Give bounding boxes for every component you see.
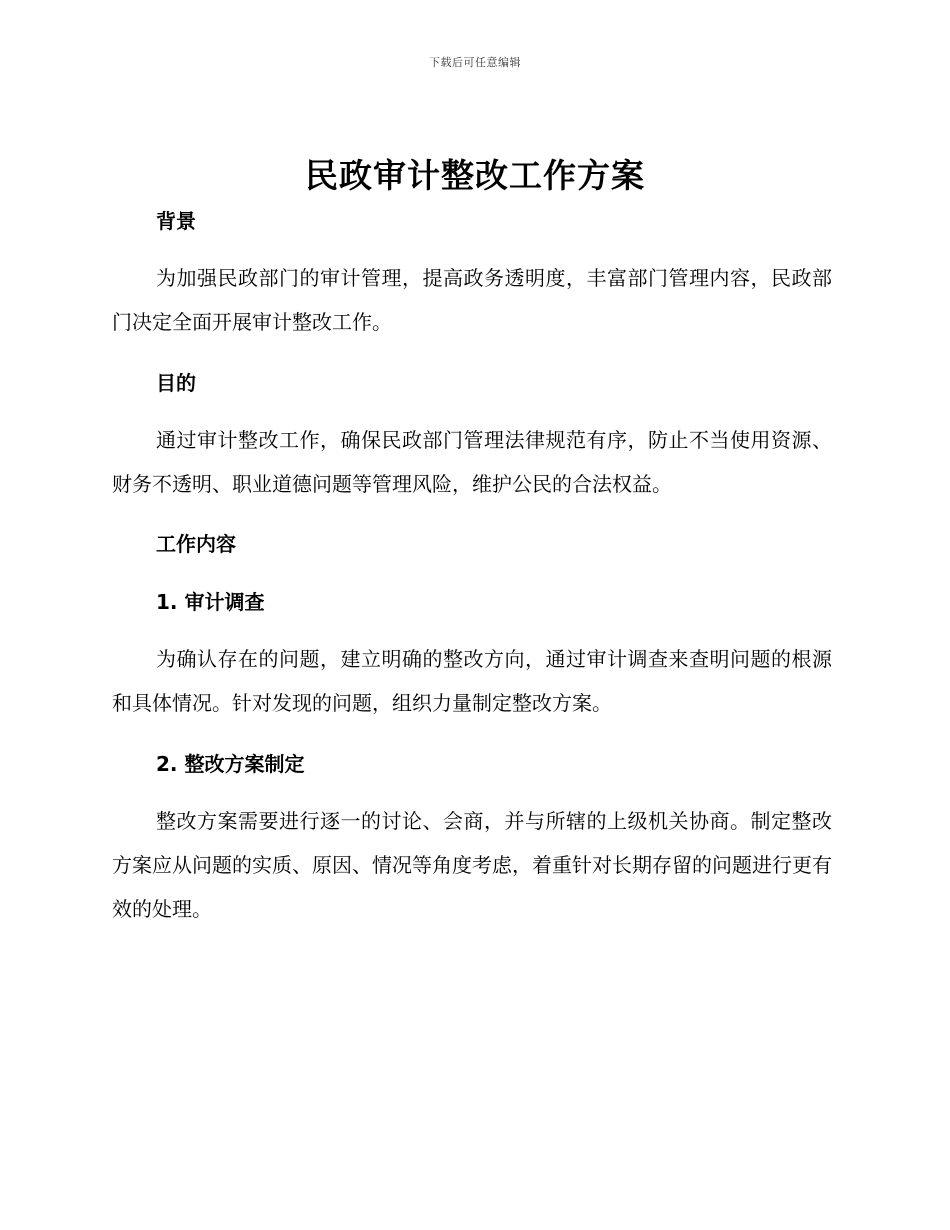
section-text-background: 为加强民政部门的审计管理，提高政务透明度，丰富部门管理内容，民政部门决定全面开展审计整改工作。 — [112, 266, 832, 334]
section-text-goal: 通过审计整改工作，确保民政部门管理法律规范有序，防止不当使用资源、财务不透明、职业道德问题等管理风险，维护公民的合法权益。 — [112, 428, 832, 496]
subsection-text-plan-formulation: 整改方案需要进行逐一的讨论、会商，并与所辖的上级机关协商。制定整改方案应从问题的实质、原因、情况等角度考虑，着重针对长期存留的问题进行更有效的处理。 — [112, 809, 832, 921]
subsection-heading-plan-formulation: 2. 整改方案制定 — [156, 752, 305, 776]
section-heading-background: 背景 — [156, 209, 196, 233]
section-heading-work: 工作内容 — [156, 532, 236, 556]
subsection-text-audit-investigation: 为确认存在的问题，建立明确的整改方向，通过审计调查来查明问题的根源和具体情况。针对发现的问题，组织力量制定整改方案。 — [112, 647, 832, 715]
header-note: 下载后可任意编辑 — [429, 56, 521, 69]
document-title: 民政审计整改工作方案 — [305, 156, 645, 195]
subsection-heading-audit-investigation: 1. 审计调查 — [156, 590, 265, 614]
section-heading-goal: 目的 — [156, 371, 196, 395]
document-body — [112, 206, 832, 931]
